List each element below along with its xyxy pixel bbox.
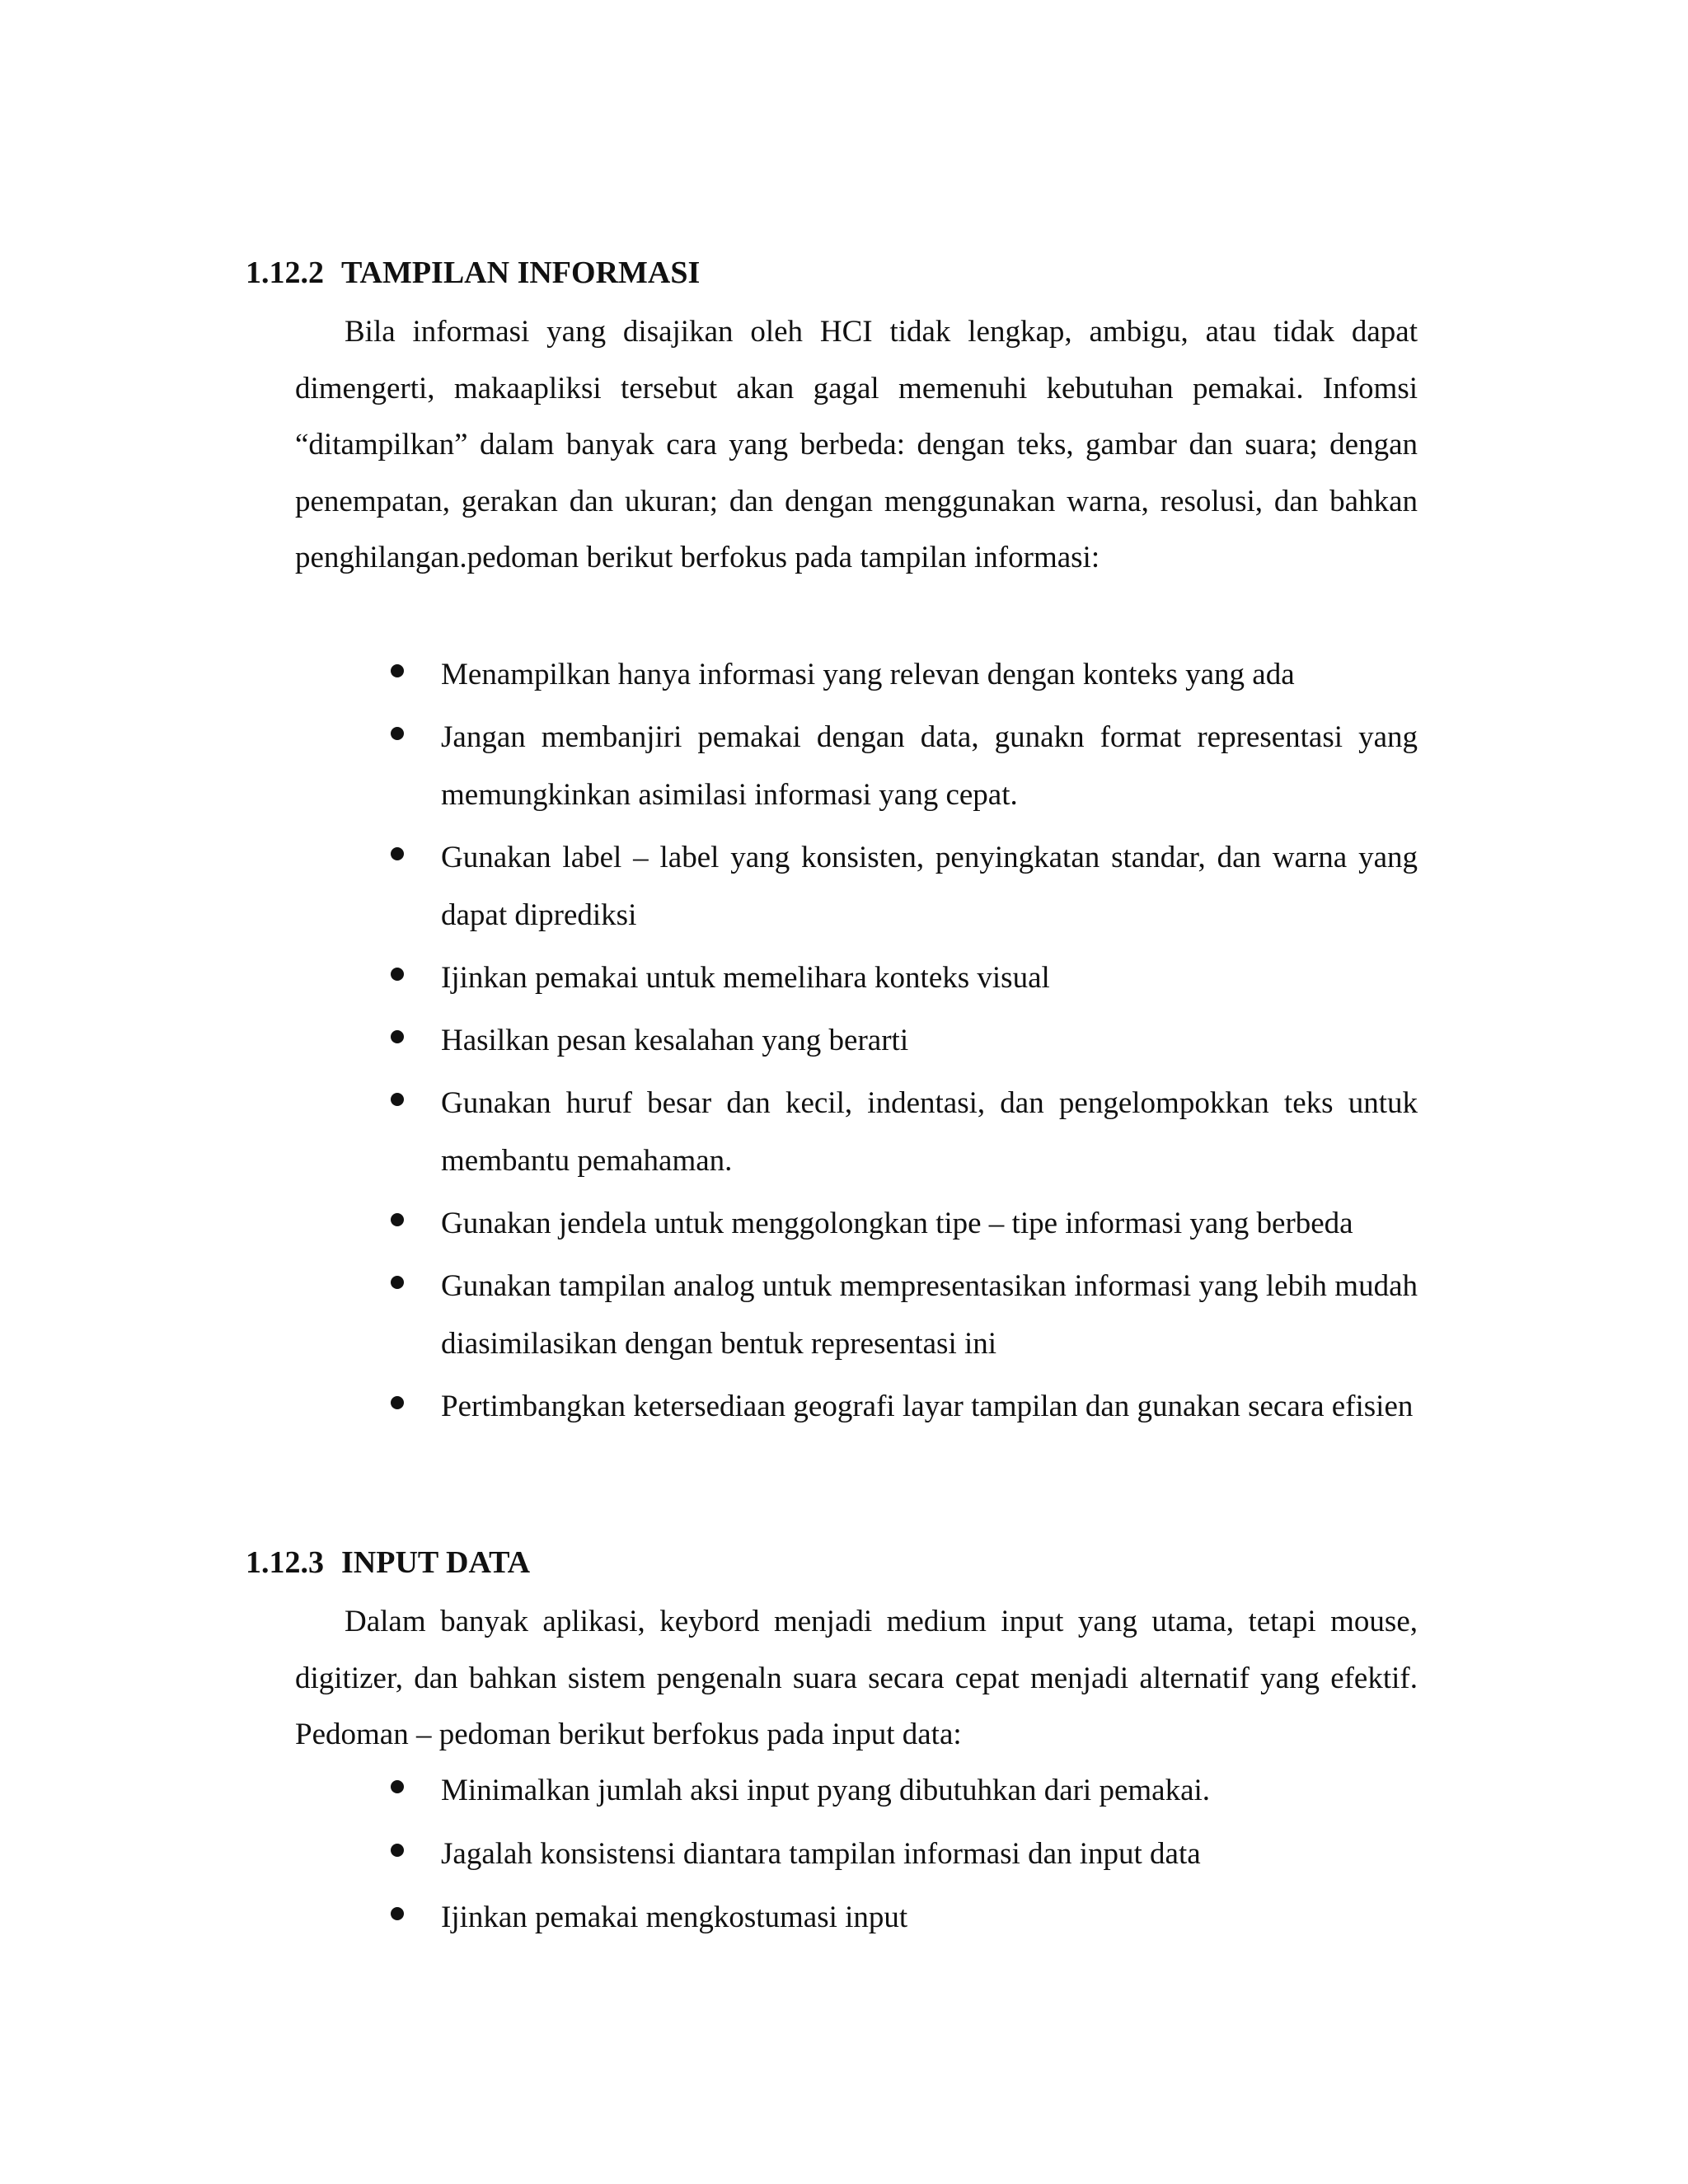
section-number: 1.12.2 [246, 255, 324, 290]
list-item: Ijinkan pemakai untuk memelihara konteks visual [390, 949, 1418, 1007]
bullet-icon [391, 968, 404, 981]
list-item: Gunakan huruf besar dan kecil, indentasi, dan pengelompokkan teks untuk membantu pemahaman. [390, 1075, 1418, 1190]
section-paragraph: Bila informasi yang disajikan oleh HCI tidak lengkap, ambigu, atau tidak dapat dimengerti, makaapliksi tersebut akan gagal memenuhi kebutuhan pemakai. Infomsi “ditampilkan” dalam banyak cara yang berbeda: dengan teks, gambar dan suara; dengan penempatan, gerakan dan ukuran; dan dengan menggunakan warna, resolusi, dan bahkan penghilangan.pedoman berikut berfokus pada tampilan informasi: [295, 315, 1418, 574]
list-item: Pertimbangkan ketersediaan geografi layar tampilan dan gunakan secara efisien [390, 1378, 1418, 1436]
bullet-icon [391, 1213, 404, 1226]
bullet-list-input [390, 1762, 1418, 1952]
list-item: Minimalkan jumlah aksi input pyang dibutuhkan dari pemakai. [390, 1762, 1418, 1820]
section-title: TAMPILAN INFORMASI [341, 255, 701, 290]
bullet-icon [391, 727, 404, 740]
bullet-icon [391, 664, 404, 677]
bullet-icon [391, 847, 404, 860]
bullet-icon [391, 1276, 404, 1289]
section-number: 1.12.3 [246, 1545, 324, 1580]
list-item: Gunakan tampilan analog untuk mempresentasikan informasi yang lebih mudah diasimilasikan dengan bentuk representasi ini [390, 1258, 1418, 1373]
list-item: Jangan membanjiri pemakai dengan data, gunakn format representasi yang memungkinkan asimilasi informasi yang cepat. [390, 709, 1418, 824]
list-item: Gunakan label – label yang konsisten, penyingkatan standar, dan warna yang dapat diprediksi [390, 829, 1418, 944]
bullet-icon [391, 1780, 404, 1793]
bullet-icon [391, 1844, 404, 1857]
section-title: INPUT DATA [341, 1545, 531, 1580]
list-item: Gunakan jendela untuk menggolongkan tipe – tipe informasi yang berbeda [390, 1195, 1418, 1253]
bullet-list-tampilan [390, 646, 1418, 1441]
bullet-icon [391, 1907, 404, 1920]
bullet-icon [391, 1396, 404, 1409]
section-heading-input-data [246, 1543, 530, 1582]
section-paragraph: Dalam banyak aplikasi, keybord menjadi medium input yang utama, tetapi mouse, digitizer, dan bahkan sistem pengenaln suara secara cepat menjadi alternatif yang efektif. Pedoman – pedoman berikut berfokus pada input data: [295, 1605, 1418, 1751]
list-item: Hasilkan pesan kesalahan yang berarti [390, 1012, 1418, 1070]
bullet-icon [391, 1030, 404, 1043]
list-item: Jagalah konsistensi diantara tampilan informasi dan input data [390, 1825, 1418, 1883]
list-item: Menampilkan hanya informasi yang relevan dengan konteks yang ada [390, 646, 1418, 704]
section-heading-tampilan-informasi [246, 253, 700, 293]
bullet-icon [391, 1093, 404, 1106]
list-item: Ijinkan pemakai mengkostumasi input [390, 1889, 1418, 1947]
